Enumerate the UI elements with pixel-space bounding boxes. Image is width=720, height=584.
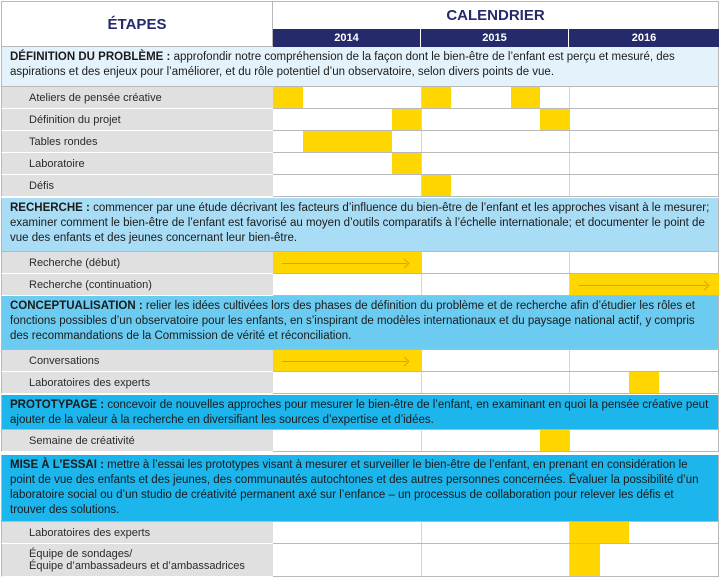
- schedule-bar: [540, 430, 570, 451]
- task-timeline: [273, 252, 719, 274]
- year-divider: [569, 350, 570, 371]
- task-label-lines: [29, 548, 245, 572]
- task-timeline: [273, 372, 719, 394]
- schedule-bar: [570, 544, 600, 576]
- task-timeline: [273, 430, 719, 452]
- year-divider: [569, 153, 570, 174]
- task-timeline: [273, 175, 719, 197]
- year-2016: 2016: [569, 29, 719, 47]
- year-divider: [421, 522, 422, 543]
- schedule-bar: [540, 109, 570, 130]
- phase-text: relier les idées cultivées lors des phases de définition du problème et de recherche afin d’étudier les rôles et fonctions possibles d’un observatoire pour les enfants, en s’inspirant de modèles internationaux et du paysage national actif, y compris des recommandations de la Commission de vérité et réconciliation.: [10, 300, 695, 342]
- task-timeline: [273, 153, 719, 175]
- schedule-bar: [511, 87, 541, 108]
- year-2014: 2014: [273, 29, 421, 47]
- schedule-bar: [629, 372, 659, 393]
- task-label: Laboratoires des experts: [1, 372, 273, 394]
- year-divider: [421, 372, 422, 393]
- task-label: Laboratoire: [1, 153, 273, 175]
- etapes-header: ÉTAPES: [1, 1, 273, 47]
- phase-title: RECHERCHE :: [10, 202, 90, 214]
- timeline-table: [1, 1, 719, 582]
- calendrier-header: CALENDRIER: [273, 1, 719, 29]
- year-2015: 2015: [421, 29, 569, 47]
- phase-title: CONCEPTUALISATION :: [10, 300, 143, 312]
- year-divider: [569, 252, 570, 273]
- year-divider: [569, 372, 570, 393]
- duration-arrow: [282, 361, 407, 362]
- phase-title: PROTOTYPAGE :: [10, 399, 105, 411]
- duration-arrow: [282, 263, 407, 264]
- task-label: Ateliers de pensée créative: [1, 87, 273, 109]
- phase-title: DÉFINITION DU PROBLÈME :: [10, 51, 171, 63]
- task-timeline: [273, 109, 719, 131]
- schedule-bar: [422, 87, 452, 108]
- schedule-bar: [303, 131, 392, 152]
- task-label-line: Équipe de sondages/: [29, 548, 133, 560]
- phase-text: concevoir de nouvelles approches pour mesurer le bien-être de l’enfant, en examinant en quoi la pensée créative peut ajouter de la valeur à la recherche en diversifiant les sources d’expertise et d’idées.: [10, 399, 709, 426]
- schedule-bar: [392, 109, 422, 130]
- phase-description: [1, 198, 719, 252]
- phase-text: mettre à l’essai les prototypes visant à mesurer et surveiller le bien-être de l’enfant, en prenant en considération le point de vue des enfants et des jeunes, des communautés autochtones et des autres personnes concernées. Évaluer la possibilité d’un laboratoire social ou d’un studio de créativité permanent axé sur l’enfance – un processus de collaboration pour relever les défis et trouver des solutions.: [10, 459, 699, 516]
- phase-description: [1, 296, 719, 350]
- phase-description: [1, 455, 719, 522]
- phase-text: approfondir notre compréhension de la façon dont le bien-être de l’enfant est perçu et mesuré, des aspirations et des enjeux pour l’améliorer, et du rôle potentiel d’un observatoire, selon divers points de vue.: [10, 51, 675, 78]
- task-label: Recherche (début): [1, 252, 273, 274]
- task-label: Laboratoires des experts: [1, 522, 273, 544]
- task-label: Défis: [1, 175, 273, 197]
- schedule-bar: [392, 153, 422, 174]
- task-label: [1, 544, 273, 577]
- year-divider: [569, 131, 570, 152]
- phase-title: MISE À L’ESSAI :: [10, 459, 104, 471]
- task-timeline: [273, 131, 719, 153]
- task-label: Définition du projet: [1, 109, 273, 131]
- phase-description: [1, 395, 719, 430]
- phase-description: [1, 47, 719, 87]
- year-divider: [421, 274, 422, 295]
- task-label: Recherche (continuation): [1, 274, 273, 296]
- task-label-line: Équipe d’ambassadeurs et d’ambassadrices: [29, 560, 245, 572]
- schedule-bar: [422, 175, 452, 196]
- task-label: Semaine de créativité: [1, 430, 273, 452]
- year-divider: [421, 430, 422, 451]
- year-divider: [569, 175, 570, 196]
- schedule-bar: [570, 522, 629, 543]
- task-timeline: [273, 274, 719, 296]
- schedule-bar: [273, 87, 303, 108]
- task-timeline: [273, 350, 719, 372]
- year-divider: [569, 87, 570, 108]
- phase-text: commencer par une étude décrivant les facteurs d’influence du bien-être de l’enfant et les approches visant à le mesurer; examiner comment le bien-être de l’enfant est favorisé au moyen d’outils comparatifs à l’échelle internationale; et documenter le point de vue des enfants et des jeunes concernant leur bien-être.: [10, 202, 710, 244]
- task-timeline: [273, 544, 719, 577]
- task-timeline: [273, 522, 719, 544]
- year-divider: [421, 544, 422, 576]
- task-label: Conversations: [1, 350, 273, 372]
- duration-arrow: [579, 285, 707, 286]
- task-label: Tables rondes: [1, 131, 273, 153]
- year-divider: [421, 131, 422, 152]
- task-timeline: [273, 87, 719, 109]
